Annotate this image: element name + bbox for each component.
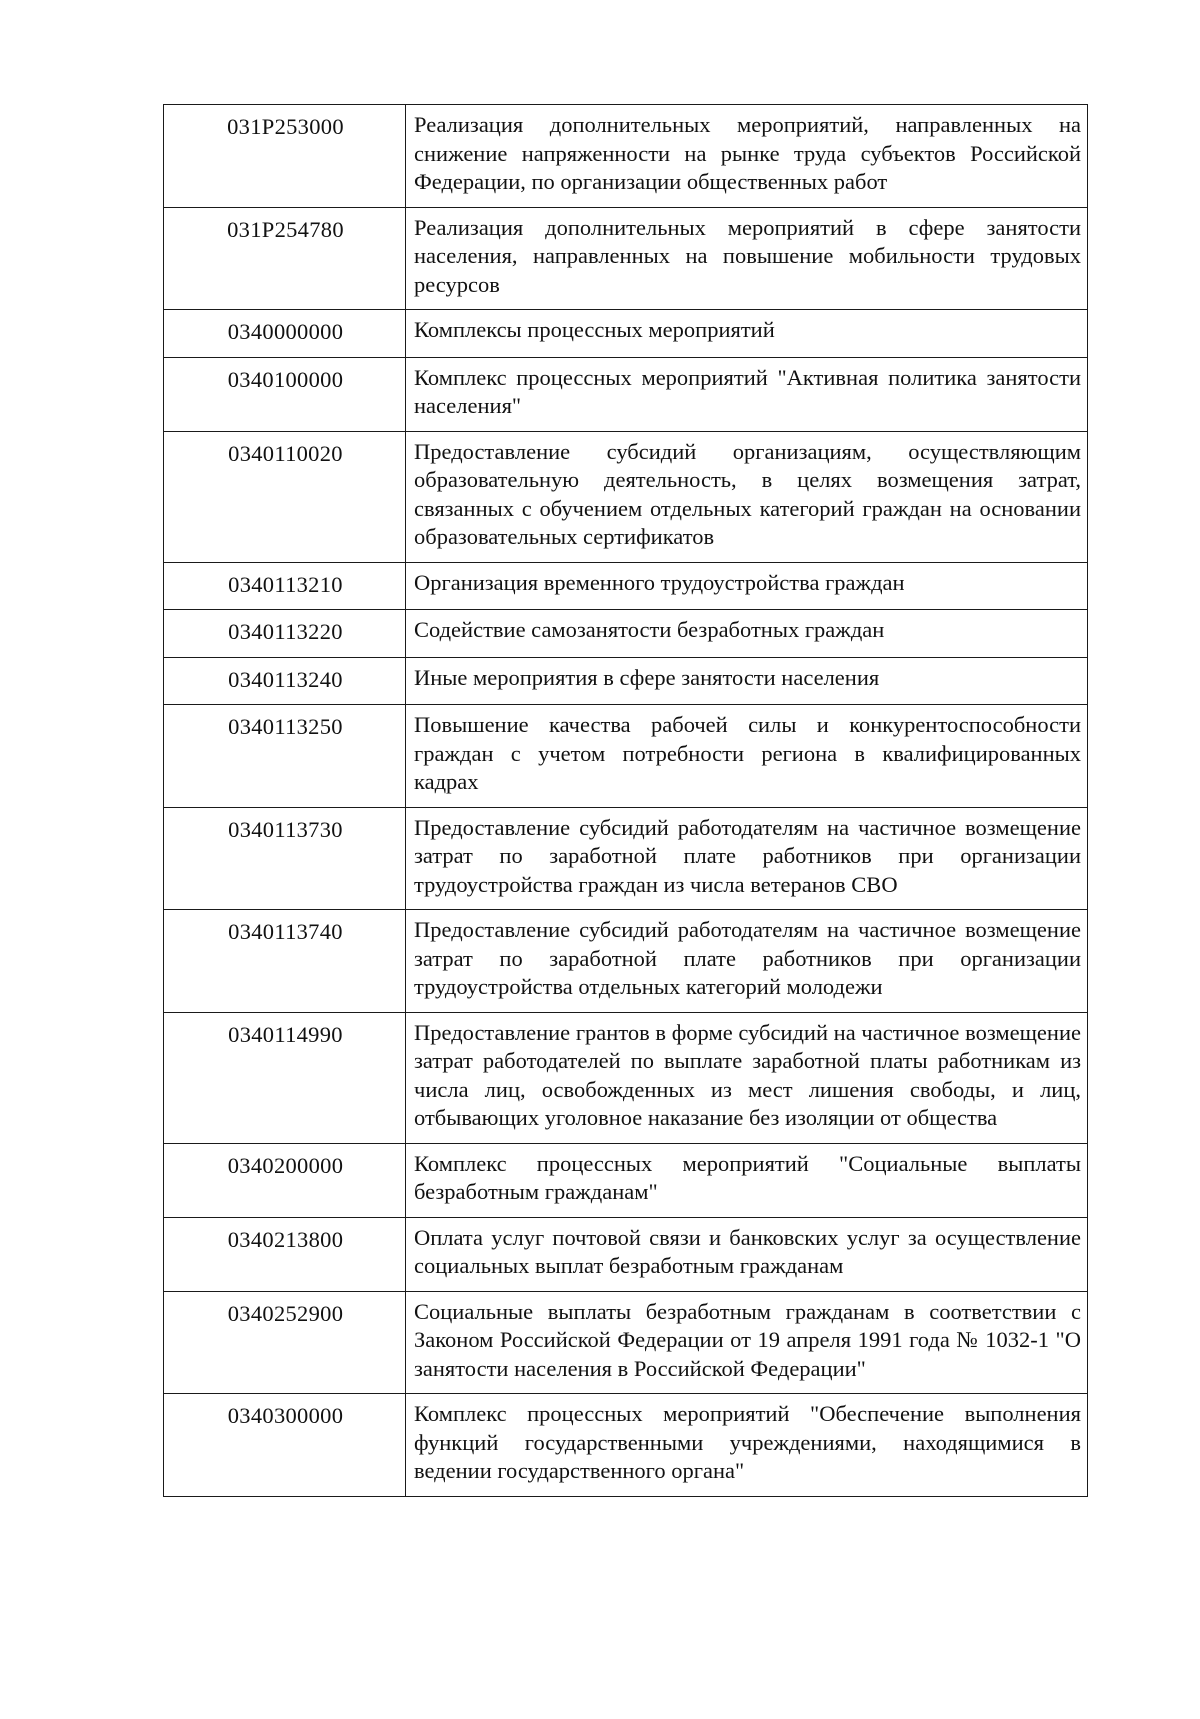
row-description: Комплекс процессных мероприятий "Социальные выплаты безработным гражданам" [406,1143,1088,1217]
row-description: Социальные выплаты безработным гражданам в соответствии с Законом Российской Федерации от 19 апреля 1991 года № 1032-1 "О занятости населения в Российской Федерации" [406,1291,1088,1394]
row-code: 0340252900 [164,1291,406,1394]
table-row [164,1291,1088,1394]
row-description: Повышение качества рабочей силы и конкурентоспособности граждан с учетом потребности региона в квалифицированных кадрах [406,705,1088,808]
table-row [164,1143,1088,1217]
table-row [164,357,1088,431]
row-code: 0340213800 [164,1217,406,1291]
row-code: 0340113210 [164,562,406,610]
row-description: Предоставление субсидий организациям, осуществляющим образовательную деятельность, в целях возмещения затрат, связанных с обучением отдельных категорий граждан на основании образовательных сертификатов [406,431,1088,562]
row-code: 0340100000 [164,357,406,431]
row-code: 0340113740 [164,910,406,1013]
row-code: 0340200000 [164,1143,406,1217]
table-row [164,562,1088,610]
table-row [164,1394,1088,1497]
budget-code-table [163,104,1088,1497]
row-code: 0340114990 [164,1012,406,1143]
row-code: 0340300000 [164,1394,406,1497]
table-row [164,610,1088,658]
row-description: Иные мероприятия в сфере занятости населения [406,657,1088,705]
row-description: Содействие самозанятости безработных граждан [406,610,1088,658]
row-description: Оплата услуг почтовой связи и банковских услуг за осуществление социальных выплат безработным гражданам [406,1217,1088,1291]
table-row [164,1217,1088,1291]
row-description: Реализация дополнительных мероприятий, направленных на снижение напряженности на рынке труда субъектов Российской Федерации, по организации общественных работ [406,105,1088,208]
table-row [164,705,1088,808]
row-description: Предоставление грантов в форме субсидий на частичное возмещение затрат работодателей по выплате заработной платы работникам из числа лиц, освобожденных из мест лишения свободы, и лиц, отбывающих уголовное наказание без изоляции от общества [406,1012,1088,1143]
table-row [164,431,1088,562]
row-description: Комплекс процессных мероприятий "Активная политика занятости населения" [406,357,1088,431]
row-code: 031P254780 [164,207,406,310]
row-description: Организация временного трудоустройства граждан [406,562,1088,610]
row-code: 0340110020 [164,431,406,562]
row-description: Предоставление субсидий работодателям на частичное возмещение затрат по заработной плате работников при организации трудоустройства граждан из числа ветеранов СВО [406,807,1088,910]
row-description: Реализация дополнительных мероприятий в сфере занятости населения, направленных на повышение мобильности трудовых ресурсов [406,207,1088,310]
table-row [164,657,1088,705]
row-code: 0340113730 [164,807,406,910]
row-code: 0340113220 [164,610,406,658]
row-code: 0340113240 [164,657,406,705]
row-code: 031P253000 [164,105,406,208]
table-row [164,1012,1088,1143]
table-row [164,310,1088,358]
row-description: Комплексы процессных мероприятий [406,310,1088,358]
table-row [164,807,1088,910]
table-row [164,105,1088,208]
row-code: 0340113250 [164,705,406,808]
row-description: Комплекс процессных мероприятий "Обеспечение выполнения функций государственными учреждениями, находящимися в ведении государственного органа" [406,1394,1088,1497]
row-code: 0340000000 [164,310,406,358]
table-row [164,207,1088,310]
table-row [164,910,1088,1013]
row-description: Предоставление субсидий работодателям на частичное возмещение затрат по заработной плате работников при организации трудоустройства отдельных категорий молодежи [406,910,1088,1013]
